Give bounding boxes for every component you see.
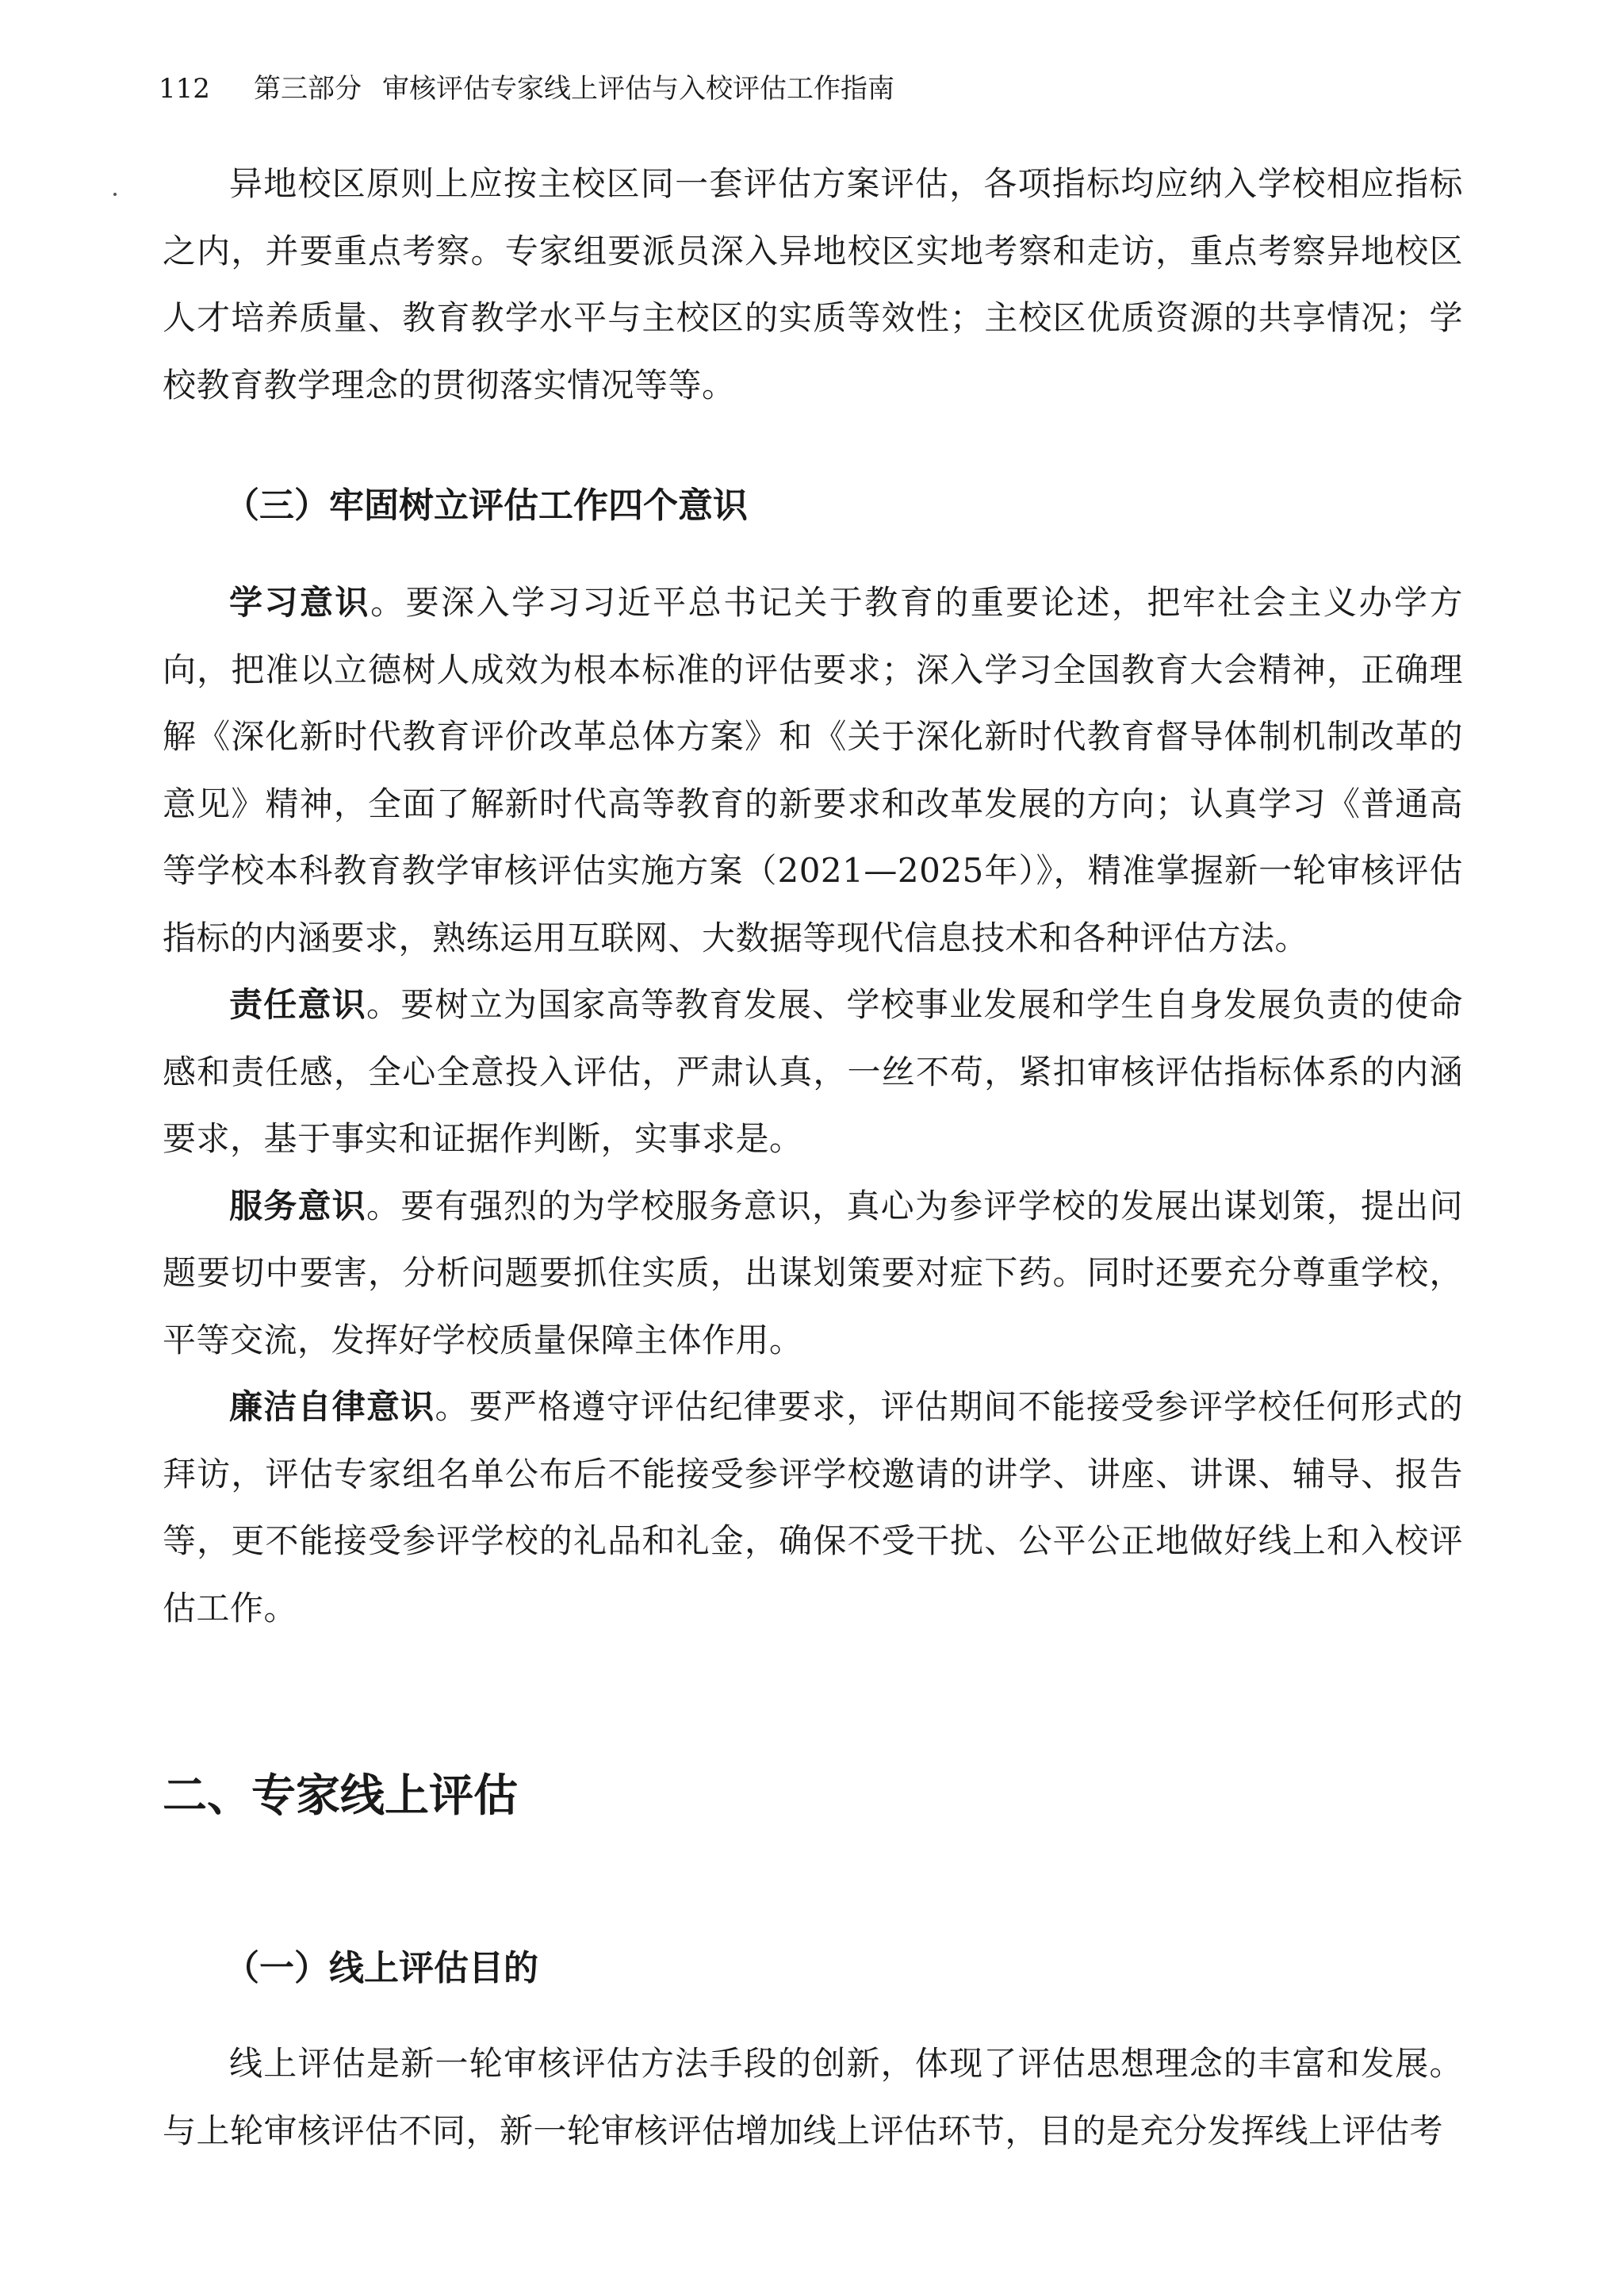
running-header	[159, 73, 894, 105]
book-title: 审核评估专家线上评估与入校评估工作指南	[382, 73, 894, 105]
awareness-text: 。要深入学习习近平总书记关于教育的重要论述，把牢社会主义办学方向，把准以立德树人成效为根本标准的评估要求；深入学习全国教育大会精神，正确理解《深化新时代教育评价改革总体方案》和《关于深化新时代教育督导体制机制改革的意见》精神，全面了解新时代高等教育的新要求和改革发展的方向；认真学习《普通高等学校本科教育教学审核评估实施方案（2021—2025年）》，精准掌握新一轮审核评估指标的内涵要求，熟练运用互联网、大数据等现代信息技术和各种评估方法。	[163, 583, 1463, 957]
section-three-heading-block	[224, 482, 1525, 530]
awareness-text: 。要树立为国家高等教育发展、学校事业发展和学生自身发展负责的使命感和责任感，全心全意投入评估，严肃认真，一丝不苟，紧扣审核评估指标体系的内涵要求，基于事实和证据作判断，实事求是。	[163, 985, 1463, 1158]
awareness-text: 。要有强烈的为学校服务意识，真心为参评学校的发展出谋划策，提出问题要切中要害，分析问题要抓住实质，出谋划策要对症下药。同时还要充分尊重学校，平等交流，发挥好学校质量保障主体作用。	[163, 1186, 1463, 1359]
awareness-term: 廉洁自律意识	[229, 1387, 435, 1426]
major-heading-block	[163, 1769, 1463, 1824]
awareness-paragraph-service	[163, 1173, 1463, 1375]
awareness-paragraph-responsibility	[163, 972, 1463, 1173]
scan-speck	[113, 193, 117, 196]
major-heading: 二、专家线上评估	[163, 1770, 518, 1822]
page-number: 112	[159, 73, 210, 105]
intro-paragraph: 异地校区原则上应按主校区同一套评估方案评估，各项指标均应纳入学校相应指标之内，并要重点考察。专家组要派员深入异地校区实地考察和走访，重点考察异地校区人才培养质量、教育教学水平与主校区的实质等效性；主校区优质资源的共享情况；学校教育教学理念的贯彻落实情况等等。	[163, 164, 1463, 405]
awareness-paragraph-integrity	[163, 1374, 1463, 1642]
awareness-term: 学习意识	[229, 583, 371, 622]
subsection-one-heading-block	[224, 1945, 1525, 1992]
section-heading: （三）牢固树立评估工作四个意识	[224, 485, 748, 526]
awareness-paragraph-learning	[163, 569, 1463, 972]
awareness-term: 服务意识	[229, 1186, 366, 1225]
intro-block	[163, 151, 1463, 419]
section-three-body	[163, 569, 1463, 1642]
awareness-term: 责任意识	[229, 985, 366, 1024]
part-label: 第三部分	[254, 73, 362, 105]
subsection-one-body	[163, 2030, 1463, 2165]
subsection-heading: （一）线上评估目的	[224, 1948, 538, 1988]
awareness-text: 。要严格遵守评估纪律要求，评估期间不能接受参评学校任何形式的拜访，评估专家组名单公布后不能接受参评学校邀请的讲学、讲座、讲课、辅导、报告等，更不能接受参评学校的礼品和礼金，确保不受干扰、公平公正地做好线上和入校评估工作。	[163, 1387, 1463, 1628]
online-eval-paragraph: 线上评估是新一轮审核评估方法手段的创新，体现了评估思想理念的丰富和发展。与上轮审核评估不同，新一轮审核评估增加线上评估环节，目的是充分发挥线上评估考	[163, 2044, 1463, 2150]
